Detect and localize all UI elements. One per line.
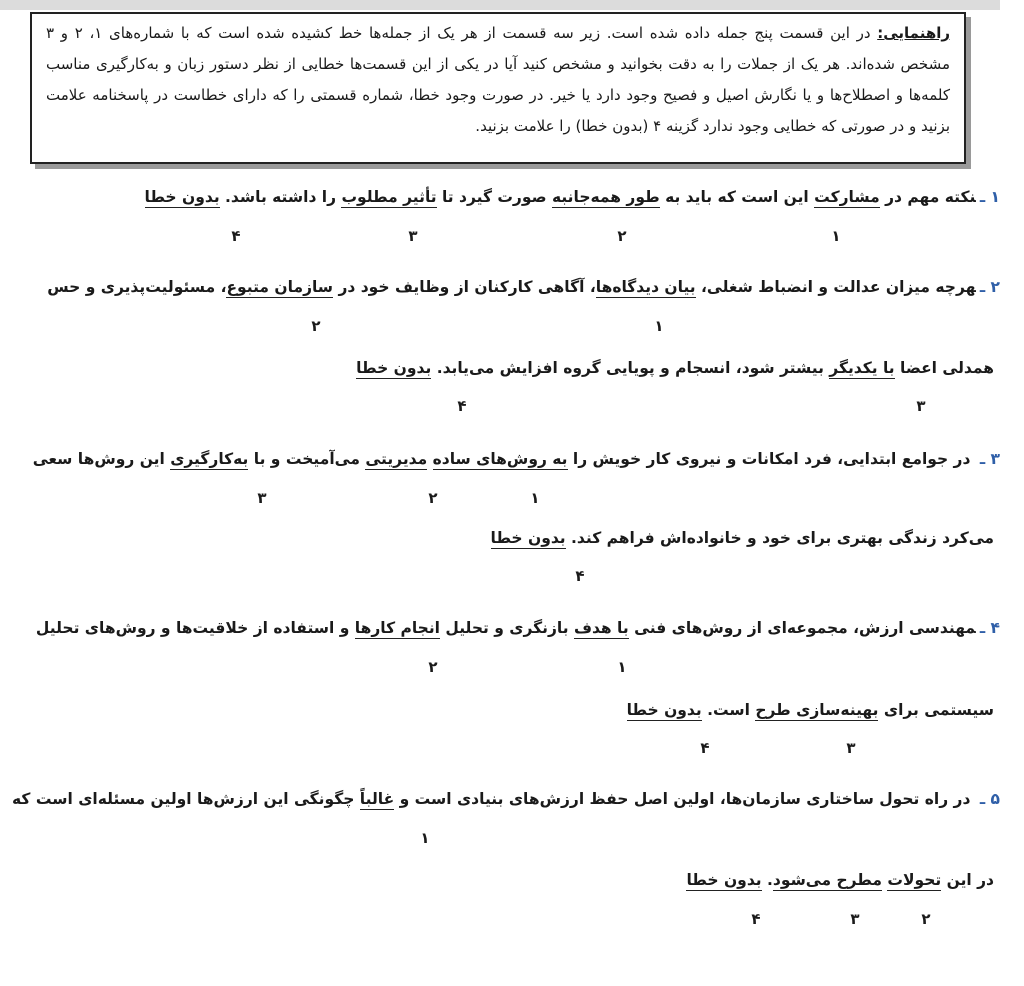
sentence-text: بازنگری و تحلیل xyxy=(439,619,574,637)
sentence-text: نکته مهم در xyxy=(879,188,976,206)
q3-option-4: ۴ xyxy=(575,567,585,585)
q2-option-4: ۴ xyxy=(457,397,467,415)
sentence-text: در این xyxy=(941,871,994,889)
sentence-text: چگونگی این ارزش‌ها اولین مسئله‌ای است که xyxy=(12,790,360,808)
q1-option-3: ۳ xyxy=(408,227,418,245)
q4-option-4: ۴ xyxy=(700,739,710,757)
sentence-text: این روش‌ها سعی xyxy=(32,450,171,468)
question-2-line-2 xyxy=(74,359,994,377)
q2-option-1: ۱ xyxy=(654,317,664,335)
question-number: ۳ ـ xyxy=(979,450,1000,468)
q4-option-3: ۳ xyxy=(846,739,856,757)
q3-option-2: ۲ xyxy=(428,489,438,507)
question-3-line-2 xyxy=(74,529,994,547)
q1-option-4: ۴ xyxy=(231,227,241,245)
sentence-text: بیشتر شود، انسجام و پویایی گروه افزایش می‌یابد. xyxy=(431,359,830,377)
underlined-part: بدون خطا xyxy=(626,701,702,719)
sentence-text: است. xyxy=(701,701,756,719)
underlined-part: بهینه‌سازی طرح xyxy=(755,701,879,719)
q2-option-2: ۲ xyxy=(311,317,321,335)
question-4-line-1 xyxy=(35,619,1000,637)
underlined-part: بیان دیدگاه‌ها xyxy=(595,278,696,296)
underlined-part: سازمان متبوع xyxy=(226,278,334,296)
question-number: ۱ ـ xyxy=(979,188,1000,206)
q1-option-1: ۱ xyxy=(831,227,841,245)
question-1-line-1 xyxy=(80,188,1000,206)
underlined-part: انجام کارها xyxy=(354,619,440,637)
question-number: ۲ ـ xyxy=(979,278,1000,296)
q4-option-2: ۲ xyxy=(428,658,438,676)
q1-option-2: ۲ xyxy=(617,227,627,245)
underlined-part: با هدف xyxy=(573,619,629,637)
underlined-part: مطرح می‌شود xyxy=(772,871,882,889)
sentence-text: و استفاده از خلاقیت‌ها و روش‌های تحلیل xyxy=(35,619,355,637)
underlined-part: مشارکت xyxy=(814,188,880,206)
sentence-text: را داشته باشد. xyxy=(219,188,342,206)
underlined-part: مدیریتی xyxy=(365,450,428,468)
sentence-text: مهندسی ارزش، مجموعه‌ای از روش‌های فنی xyxy=(628,619,976,637)
question-2-line-1 xyxy=(47,278,1000,296)
underlined-part: بدون خطا xyxy=(144,188,220,206)
sentence-text: می‌آمیخت و با xyxy=(248,450,366,468)
top-strip xyxy=(0,0,1000,10)
sentence-text: سیستمی برای xyxy=(878,701,994,719)
underlined-part: به روش‌های ساده xyxy=(432,450,568,468)
underlined-part: تحولات xyxy=(887,871,942,889)
sentence-text: هرچه میزان عدالت و انضباط شغلی، xyxy=(695,278,976,296)
q2-option-3: ۳ xyxy=(916,397,926,415)
q3-option-3: ۳ xyxy=(257,489,267,507)
underlined-part: طور همه‌جانبه xyxy=(551,188,660,206)
sentence-text xyxy=(427,450,432,468)
q5-option-4: ۴ xyxy=(751,910,761,928)
q5-option-2: ۲ xyxy=(921,910,931,928)
question-4-line-2 xyxy=(74,701,994,719)
underlined-part: بدون خطا xyxy=(356,359,432,377)
question-5-line-2 xyxy=(74,871,994,889)
q4-option-1: ۱ xyxy=(617,658,627,676)
sentence-text: . xyxy=(761,871,773,889)
question-number: ۵ ـ xyxy=(979,790,1000,808)
instructions-text xyxy=(32,14,964,142)
sentence-text: ، مسئولیت‌پذیری و حس xyxy=(47,278,227,296)
underlined-part: به‌کارگیری xyxy=(170,450,249,468)
underlined-part: غالباً xyxy=(359,790,395,808)
instructions-body: در این قسمت پنج جمله داده شده است. زیر سه قسمت از هر یک از جمله‌ها خط کشیده شده است که با شماره‌های ۱، ۲ و ۳ مشخص شده‌اند. هر یک از جملات را به دقت بخوانید و مشخص کنید آیا در یکی از این قسمت‌ها خطایی از نظر دستور زبان و به‌کارگیری مناسب کلمه‌ها و اصطلاح‌ها و یا نگارش اصیل و فصیح وجود دارد یا خیر. در صورت وجود خطا، شماره قسمتی را که دارای خطاست در پاسخنامه علامت بزنید و در صورتی که خطایی وجود ندارد گزینه ۴ (بدون خطا) را علامت بزنید. xyxy=(46,24,950,135)
sentence-text: ، آگاهی کارکنان از وظایف خود در xyxy=(333,278,596,296)
question-3-line-1 xyxy=(32,450,1000,468)
sentence-text: صورت گیرد تا xyxy=(436,188,552,206)
sentence-text: می‌کرد زندگی بهتری برای خود و خانواده‌اش فراهم کند. xyxy=(565,529,994,547)
instructions-title: راهنمایی: xyxy=(877,24,950,42)
underlined-part: با یکدیگر xyxy=(829,359,895,377)
q3-option-1: ۱ xyxy=(530,489,540,507)
q5-option-1: ۱ xyxy=(420,829,430,847)
question-number: ۴ ـ xyxy=(979,619,1000,637)
sentence-text: در جوامع ابتدایی، فرد امکانات و نیروی کار خویش را xyxy=(567,450,976,468)
underlined-part: بدون خطا xyxy=(490,529,566,547)
underlined-part: تأثیر مطلوب xyxy=(341,188,437,206)
sentence-text: این است که باید به xyxy=(659,188,815,206)
instructions-box xyxy=(30,12,966,164)
underlined-part: بدون خطا xyxy=(686,871,762,889)
question-5-line-1 xyxy=(12,790,1000,808)
q5-option-3: ۳ xyxy=(850,910,860,928)
sentence-text: در راه تحول ساختاری سازمان‌ها، اولین اصل حفظ ارزش‌های بنیادی است و xyxy=(394,790,976,808)
sentence-text: همدلی اعضا xyxy=(894,359,994,377)
